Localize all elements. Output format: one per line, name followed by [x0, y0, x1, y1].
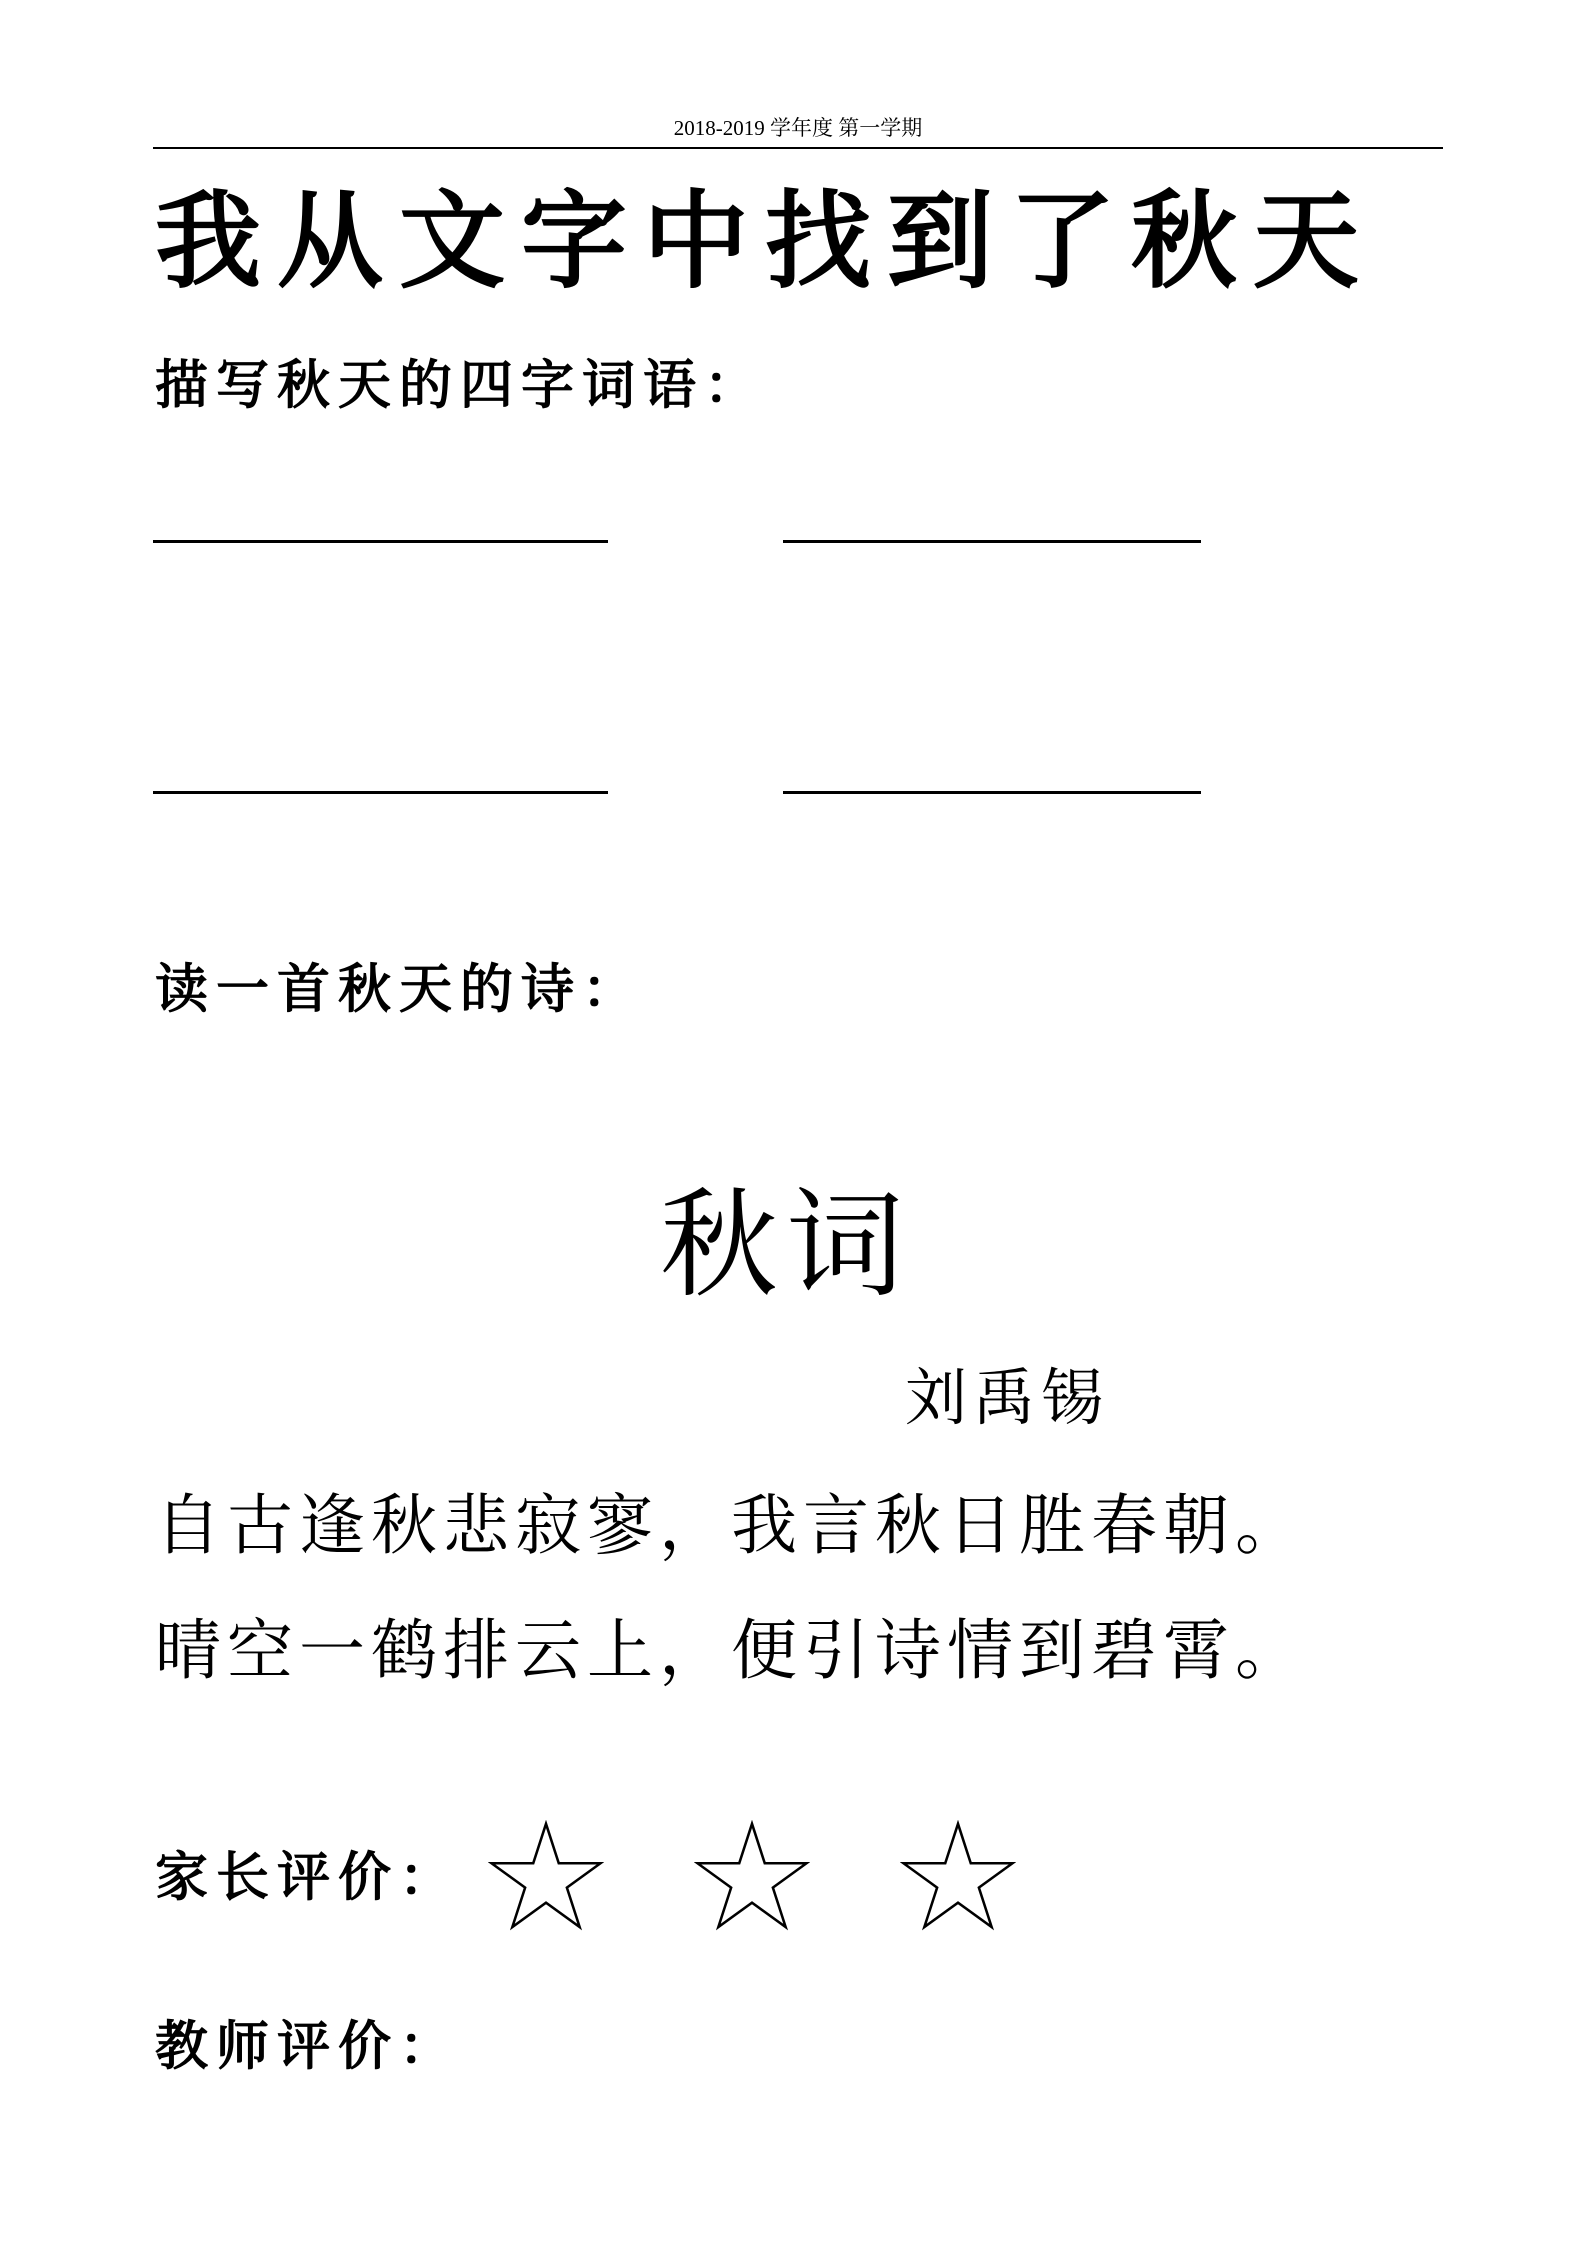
- poem-title: 秋词: [660, 1176, 913, 1314]
- answer-blank-1[interactable]: [153, 540, 608, 543]
- answer-blank-2[interactable]: [783, 540, 1201, 543]
- header-divider: [153, 147, 1443, 149]
- answer-blank-4[interactable]: [783, 791, 1201, 794]
- semester-label: 2018-2019 学年度 第一学期: [673, 116, 923, 140]
- poem-author: 刘禹锡: [905, 1361, 1110, 1434]
- answer-blank-3[interactable]: [153, 791, 608, 794]
- poem-line: 自古逢秋悲寂寥，我言秋日胜春朝。: [155, 1487, 1307, 1564]
- poem-section-heading: 读一首秋天的诗：: [155, 958, 643, 1020]
- page-title: 我从文字中找到了秋天: [155, 178, 1375, 303]
- teacher-evaluation-label: 教师评价：: [155, 2015, 460, 2077]
- star-outline-icon[interactable]: [900, 1820, 1016, 1932]
- star-outline-icon[interactable]: [694, 1820, 810, 1932]
- poem-line: 晴空一鹤排云上，便引诗情到碧霄。: [155, 1612, 1307, 1689]
- four-character-words-heading: 描写秋天的四字词语：: [155, 354, 765, 416]
- star-outline-icon[interactable]: [488, 1820, 604, 1932]
- parent-evaluation-label: 家长评价：: [155, 1846, 460, 1908]
